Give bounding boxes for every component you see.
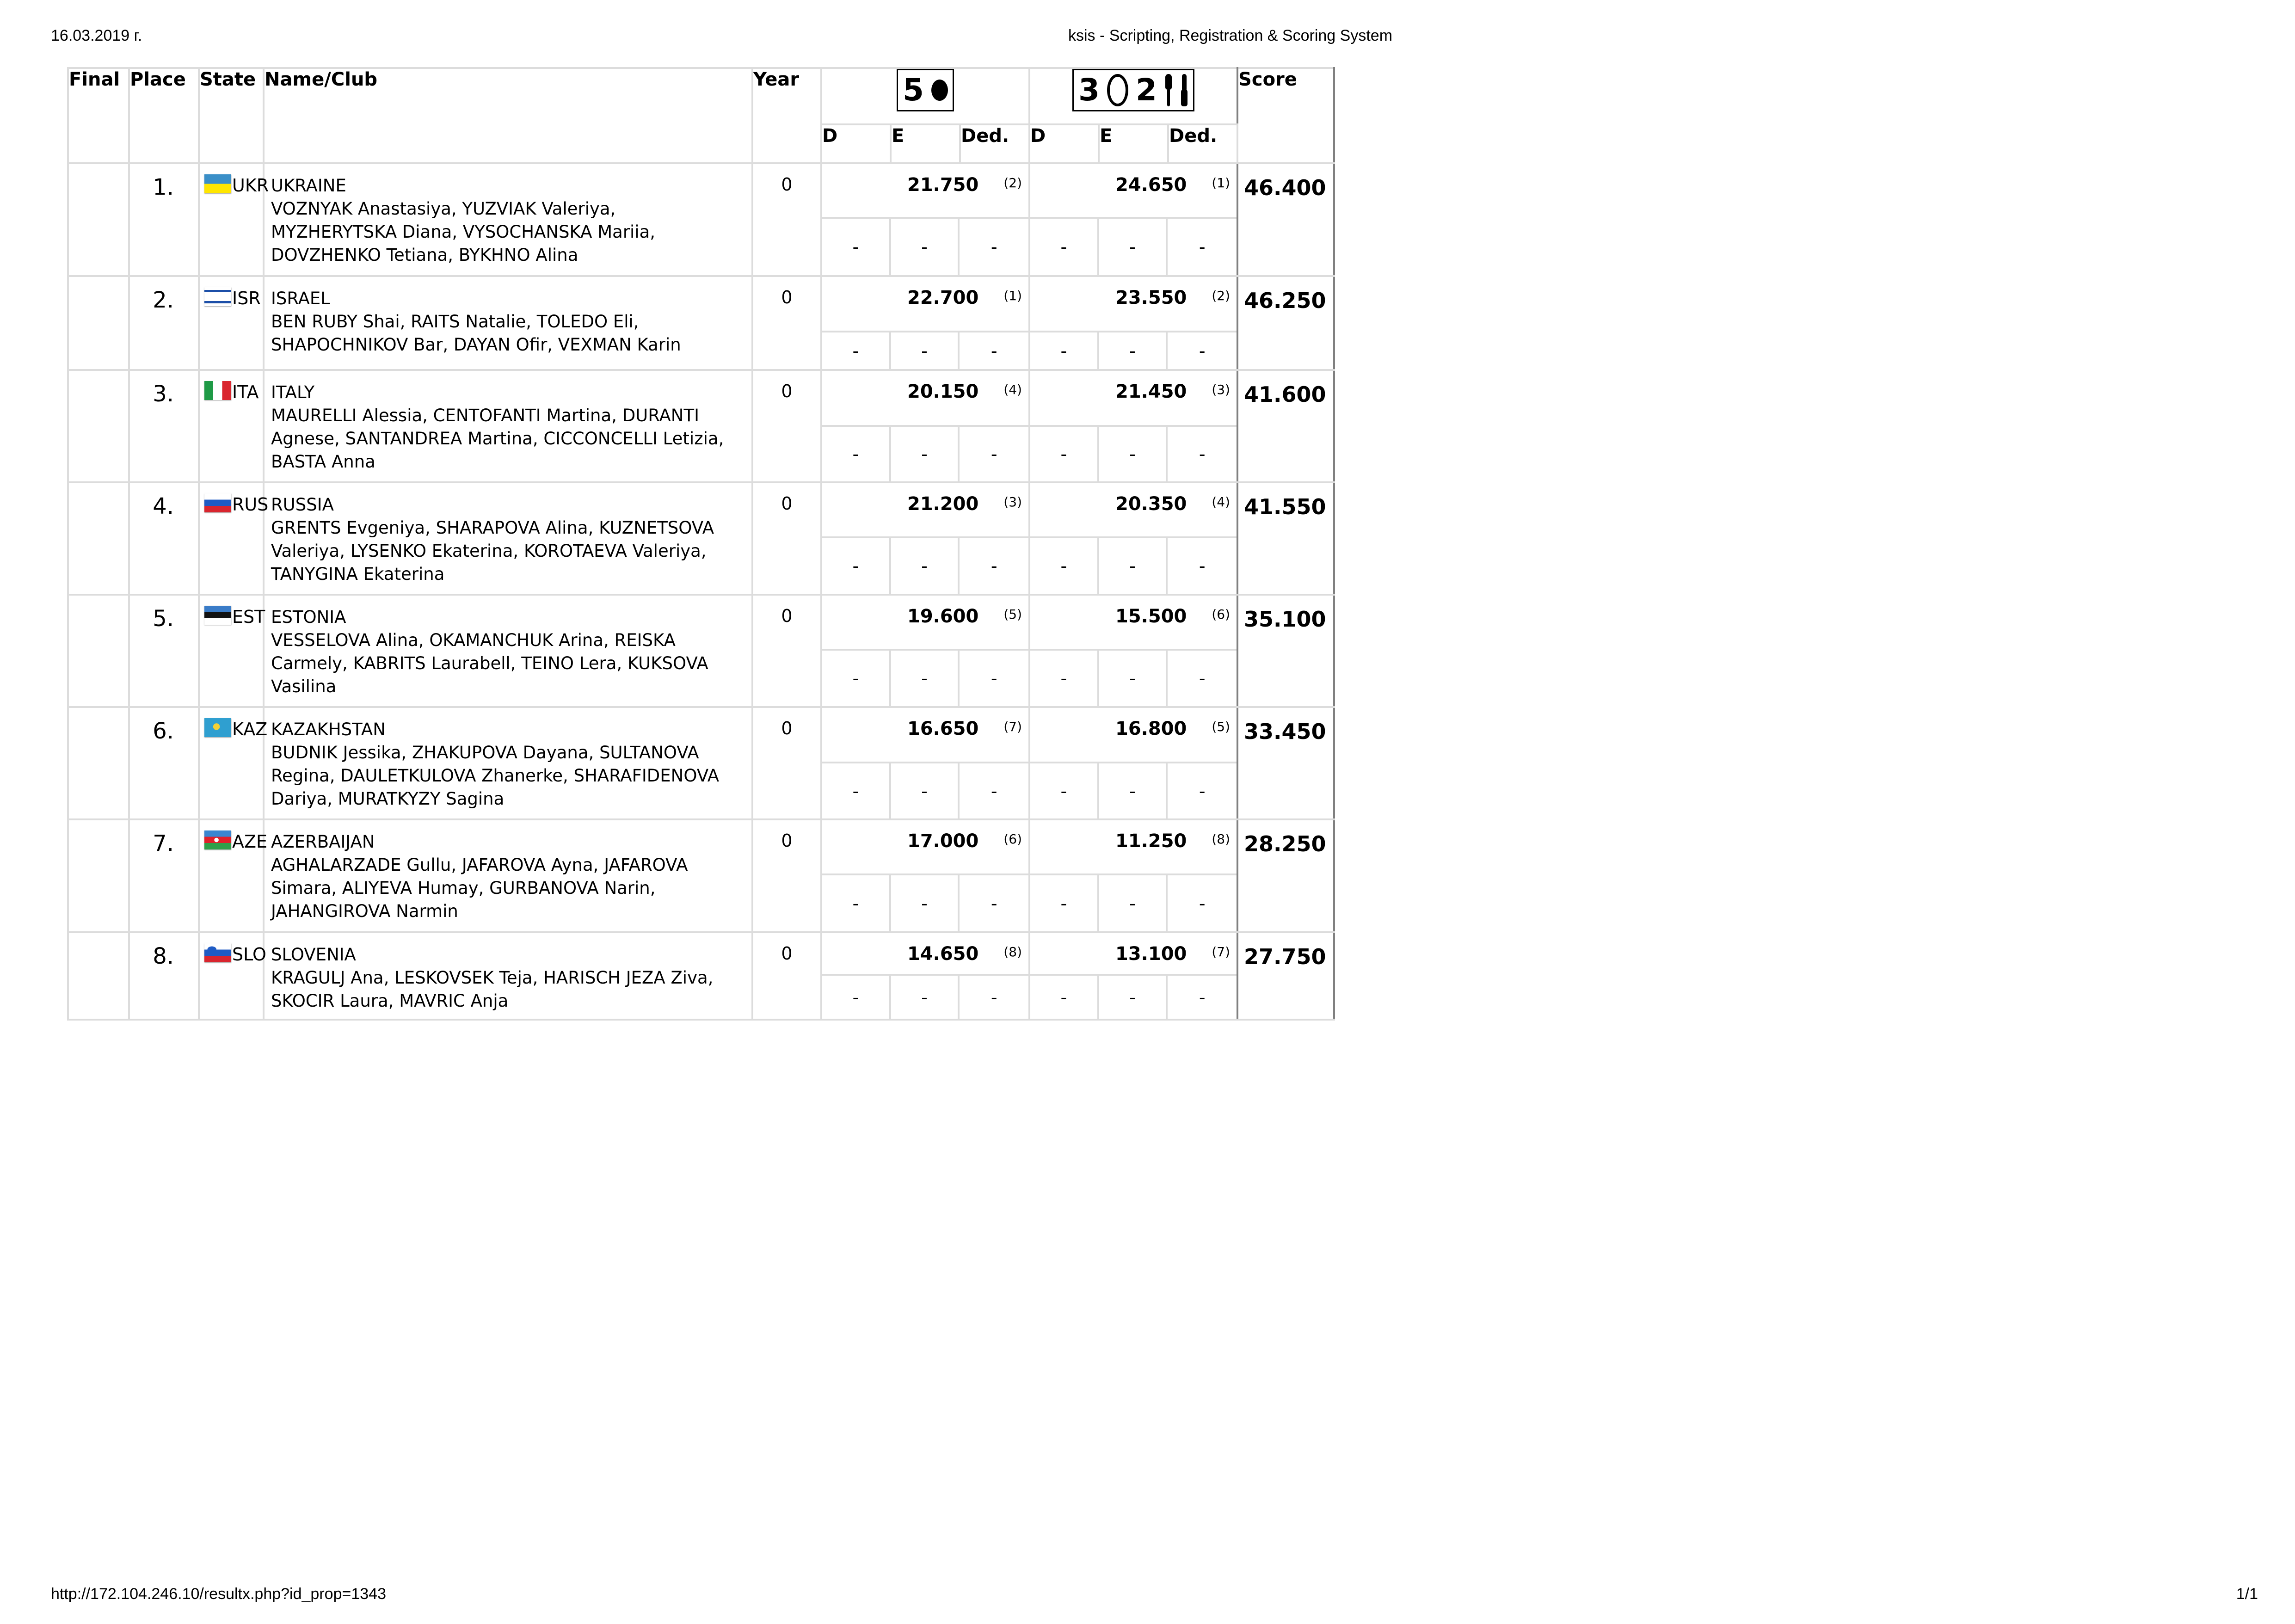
team-name: RUSSIA — [271, 495, 334, 515]
name-club-cell — [264, 595, 752, 707]
app2-d: - — [1030, 538, 1099, 594]
app2-rank: (7) — [1212, 944, 1231, 960]
app2-e: - — [1099, 875, 1168, 931]
header-name-club: Name/Club — [264, 68, 752, 163]
app2-ded: - — [1199, 893, 1206, 914]
app1-rank: (2) — [1003, 175, 1022, 191]
app2-total: 23.550 — [1115, 287, 1187, 308]
team-members: MAURELLI Alessia, CENTOFANTI Martina, DURANTI Agnese, SANTANDREA Martina, CICCONCELLI Letizia, BASTA Anna — [271, 406, 724, 472]
state-cell — [199, 819, 268, 932]
score-cell: 33.450 — [1237, 707, 1334, 819]
state-cell — [199, 932, 264, 1020]
page-title: ksis - Scripting, Registration & Scoring System — [1068, 27, 1393, 44]
table-row — [68, 932, 1334, 1020]
table-row — [68, 707, 1334, 819]
app1-total: 21.200 — [907, 493, 979, 515]
final-cell — [68, 707, 129, 819]
app2-d: - — [1030, 875, 1099, 931]
apparatus-1-cell — [821, 482, 1029, 595]
app1-ded: - — [991, 893, 997, 914]
app2-d: - — [1030, 763, 1099, 818]
table-row — [68, 276, 1334, 370]
app2-ded: - — [1199, 987, 1206, 1008]
header-apparatus-1 — [821, 68, 1029, 124]
app1-e: - — [891, 763, 960, 818]
app2-rank: (8) — [1212, 831, 1231, 847]
results-table — [67, 67, 1335, 1021]
apparatus-1-cell — [821, 163, 1029, 276]
app1-rank: (6) — [1003, 831, 1022, 847]
team-members: BUDNIK Jessika, ZHAKUPOVA Dayana, SULTANOVA Regina, DAULETKULOVA Zhanerke, SHARAFIDENOVA Dariya, MURATKYZY Sagina — [271, 743, 720, 809]
app1-e: - — [891, 875, 960, 931]
ball-icon — [931, 80, 948, 101]
app2-rank: (2) — [1212, 288, 1231, 303]
final-cell — [68, 370, 129, 482]
ukraine-flag — [204, 174, 231, 193]
header-state: State — [199, 68, 264, 163]
app1-rank: (4) — [1003, 382, 1022, 397]
final-cell — [68, 595, 129, 707]
name-club-cell — [264, 482, 752, 595]
table-row — [68, 819, 1334, 932]
app2-e: - — [1099, 538, 1168, 594]
app1-total: 17.000 — [907, 830, 979, 852]
apparatus-1-cell — [821, 932, 1029, 1020]
app1-d: - — [822, 332, 891, 369]
name-club-cell — [264, 932, 752, 1020]
name-club-cell — [264, 276, 752, 370]
apparatus-2-cell — [1029, 163, 1237, 276]
year-cell: 0 — [752, 370, 821, 482]
team-name: ESTONIA — [271, 607, 346, 627]
place-cell: 1. — [129, 163, 199, 276]
app1-ded: - — [991, 237, 997, 257]
app2-rank: (4) — [1212, 494, 1231, 510]
table-row — [68, 595, 1334, 707]
app2-rank: (6) — [1212, 607, 1231, 622]
header-app2-ded: Ded. — [1168, 124, 1237, 163]
app1-d: - — [822, 763, 891, 818]
place-cell: 5. — [129, 595, 199, 707]
club-icon — [1180, 74, 1188, 106]
footer-url: http://172.104.246.10/resultx.php?id_prop=1343 — [51, 1585, 386, 1603]
place-cell: 6. — [129, 707, 199, 819]
header-app2-e: E — [1099, 124, 1168, 163]
app1-rank: (3) — [1003, 494, 1022, 510]
state-code: EST — [232, 607, 265, 627]
apparatus-1-cell — [821, 276, 1029, 370]
page-number: 1/1 — [2236, 1585, 2258, 1603]
app1-e: - — [891, 976, 960, 1019]
final-cell — [68, 163, 129, 276]
score-cell: 35.100 — [1237, 595, 1334, 707]
app2-total: 15.500 — [1115, 606, 1187, 627]
score-cell: 41.600 — [1237, 370, 1334, 482]
header-final: Final — [68, 68, 129, 163]
year-cell: 0 — [752, 482, 821, 595]
azerbaijan-flag — [204, 830, 231, 849]
app1-e: - — [891, 538, 960, 594]
app1-ded: - — [991, 444, 997, 464]
team-members: GRENTS Evgeniya, SHARAPOVA Alina, KUZNETSOVA Valeriya, LYSENKO Ekaterina, KOROTAEVA Valeriya, TANYGINA Ekaterina — [271, 518, 714, 584]
apparatus-2-cell — [1029, 707, 1237, 819]
year-cell: 0 — [752, 276, 821, 370]
team-name: ISRAEL — [271, 289, 330, 308]
app1-d: - — [822, 219, 891, 275]
score-cell: 46.250 — [1237, 276, 1334, 370]
header-app1-ded: Ded. — [960, 124, 1029, 163]
place-cell: 2. — [129, 276, 199, 370]
app1-e: - — [891, 651, 960, 706]
score-cell: 46.400 — [1237, 163, 1334, 276]
apparatus-2-cell — [1029, 595, 1237, 707]
state-code: KAZ — [232, 719, 268, 739]
state-cell — [199, 276, 264, 370]
team-name: ITALY — [271, 382, 315, 402]
team-name: AZERBAIJAN — [271, 832, 375, 852]
app1-ded: - — [991, 556, 997, 576]
app2-e: - — [1099, 427, 1168, 481]
app2-total: 16.800 — [1115, 718, 1187, 739]
app1-ded: - — [991, 340, 997, 361]
table-row — [68, 482, 1334, 595]
app2-rank: (3) — [1212, 382, 1231, 397]
app1-rank: (1) — [1003, 288, 1022, 303]
app2-d: - — [1030, 427, 1099, 481]
app1-e: - — [891, 332, 960, 369]
header-year: Year — [752, 68, 821, 163]
header-apparatus-2 — [1029, 68, 1237, 124]
print-date: 16.03.2019 г. — [51, 27, 142, 44]
apparatus-1-cell — [821, 819, 1029, 932]
apparatus-1-cell — [821, 707, 1029, 819]
team-members: VOZNYAK Anastasiya, YUZVIAK Valeriya, MYZHERYTSKA Diana, VYSOCHANSKA Mariia, DOVZHENKO Tetiana, BYKHNO Alina — [271, 199, 656, 265]
state-code: RUS — [232, 494, 269, 515]
app2-ded: - — [1199, 444, 1206, 464]
slovenia-flag — [204, 943, 231, 962]
state-code: SLO — [232, 944, 266, 965]
app2-ded: - — [1199, 556, 1206, 576]
final-cell — [68, 276, 129, 370]
final-cell — [68, 819, 129, 932]
state-code: AZE — [232, 831, 268, 852]
apparatus-1-cell — [821, 595, 1029, 707]
place-cell: 4. — [129, 482, 199, 595]
team-members: BEN RUBY Shai, RAITS Natalie, TOLEDO Eli, SHAPOCHNIKOV Bar, DAYAN Ofir, VEXMAN Karin — [271, 312, 681, 355]
final-cell — [68, 482, 129, 595]
team-name: KAZAKHSTAN — [271, 720, 386, 739]
kazakhstan-flag — [204, 718, 231, 737]
name-club-cell — [264, 707, 752, 819]
apparatus-2-cell — [1029, 932, 1237, 1020]
app1-total: 20.150 — [907, 381, 979, 402]
team-members: VESSELOVA Alina, OKAMANCHUK Arina, REISKA Carmely, KABRITS Laurabell, TEINO Lera, KUKSOVA Vasilina — [271, 630, 708, 696]
header-app2-d: D — [1029, 124, 1099, 163]
app1-total: 21.750 — [907, 174, 979, 196]
app2-d: - — [1030, 219, 1099, 275]
app2-ded: - — [1199, 340, 1206, 361]
state-cell — [199, 370, 264, 482]
year-cell: 0 — [752, 163, 821, 276]
italy-flag — [204, 381, 231, 400]
app1-total: 19.600 — [907, 606, 979, 627]
app2-e: - — [1099, 651, 1168, 706]
table-row — [68, 370, 1334, 482]
state-code: ITA — [232, 382, 259, 402]
app1-rank: (7) — [1003, 719, 1022, 734]
app1-e: - — [891, 427, 960, 481]
name-club-cell — [264, 819, 752, 932]
app2-total: 24.650 — [1115, 174, 1187, 196]
place-cell: 7. — [129, 819, 199, 932]
apparatus-1-cell — [821, 370, 1029, 482]
israel-flag — [204, 287, 231, 306]
app2-ded: - — [1199, 668, 1206, 689]
header-place: Place — [129, 68, 199, 163]
app2-rank: (1) — [1212, 175, 1231, 191]
app1-rank: (8) — [1003, 944, 1022, 960]
estonia-flag — [204, 606, 231, 625]
app2-e: - — [1099, 332, 1168, 369]
team-members: KRAGULJ Ana, LESKOVSEK Teja, HARISCH JEZA Ziva, SKOCIR Laura, MAVRIC Anja — [271, 968, 714, 1011]
header-app1-d: D — [821, 124, 891, 163]
app1-total: 16.650 — [907, 718, 979, 739]
hoops-clubs-icon: 3 2 — [1072, 69, 1194, 111]
apparatus-2-cell — [1029, 819, 1237, 932]
place-cell: 8. — [129, 932, 199, 1020]
year-cell: 0 — [752, 595, 821, 707]
app2-e: - — [1099, 976, 1168, 1019]
score-cell: 27.750 — [1237, 932, 1334, 1020]
app2-rank: (5) — [1212, 719, 1231, 734]
header-app1-e: E — [891, 124, 960, 163]
app2-e: - — [1099, 219, 1168, 275]
score-cell: 28.250 — [1237, 819, 1334, 932]
five-balls-icon: 5 — [897, 69, 954, 111]
score-cell: 41.550 — [1237, 482, 1334, 595]
hoop-icon — [1107, 74, 1128, 106]
table-row — [68, 163, 1334, 276]
app1-d: - — [822, 538, 891, 594]
app1-d: - — [822, 976, 891, 1019]
app2-d: - — [1030, 976, 1099, 1019]
app2-d: - — [1030, 651, 1099, 706]
name-club-cell — [264, 370, 752, 482]
year-cell: 0 — [752, 707, 821, 819]
team-members: AGHALARZADE Gullu, JAFAROVA Ayna, JAFAROVA Simara, ALIYEVA Humay, GURBANOVA Narin, JAHANGIROVA Narmin — [271, 855, 688, 921]
app2-ded: - — [1199, 781, 1206, 801]
state-code: UKR — [232, 175, 269, 196]
russia-flag — [204, 493, 231, 512]
app1-d: - — [822, 651, 891, 706]
app2-total: 11.250 — [1115, 830, 1187, 852]
name-club-cell — [264, 163, 752, 276]
app2-total: 20.350 — [1115, 493, 1187, 515]
app1-ded: - — [991, 781, 997, 801]
place-cell: 3. — [129, 370, 199, 482]
apparatus-2-cell — [1029, 482, 1237, 595]
app1-total: 22.700 — [907, 287, 979, 308]
state-cell — [199, 707, 268, 819]
app1-ded: - — [991, 987, 997, 1008]
app2-total: 13.100 — [1115, 943, 1187, 965]
header-score: Score — [1237, 68, 1334, 163]
app1-d: - — [822, 875, 891, 931]
year-cell: 0 — [752, 819, 821, 932]
app1-d: - — [822, 427, 891, 481]
apparatus-2-cell — [1029, 276, 1237, 370]
state-cell — [199, 163, 269, 276]
club-icon — [1164, 74, 1173, 106]
state-cell — [199, 595, 264, 707]
app1-total: 14.650 — [907, 943, 979, 965]
team-name: SLOVENIA — [271, 945, 356, 965]
year-cell: 0 — [752, 932, 821, 1020]
app2-e: - — [1099, 763, 1168, 818]
app1-ded: - — [991, 668, 997, 689]
app2-total: 21.450 — [1115, 381, 1187, 402]
state-cell — [199, 482, 269, 595]
state-code: ISR — [232, 288, 261, 308]
app2-d: - — [1030, 332, 1099, 369]
app1-rank: (5) — [1003, 607, 1022, 622]
app2-ded: - — [1199, 237, 1206, 257]
apparatus-2-cell — [1029, 370, 1237, 482]
final-cell — [68, 932, 129, 1020]
team-name: UKRAINE — [271, 176, 346, 196]
app1-e: - — [891, 219, 960, 275]
